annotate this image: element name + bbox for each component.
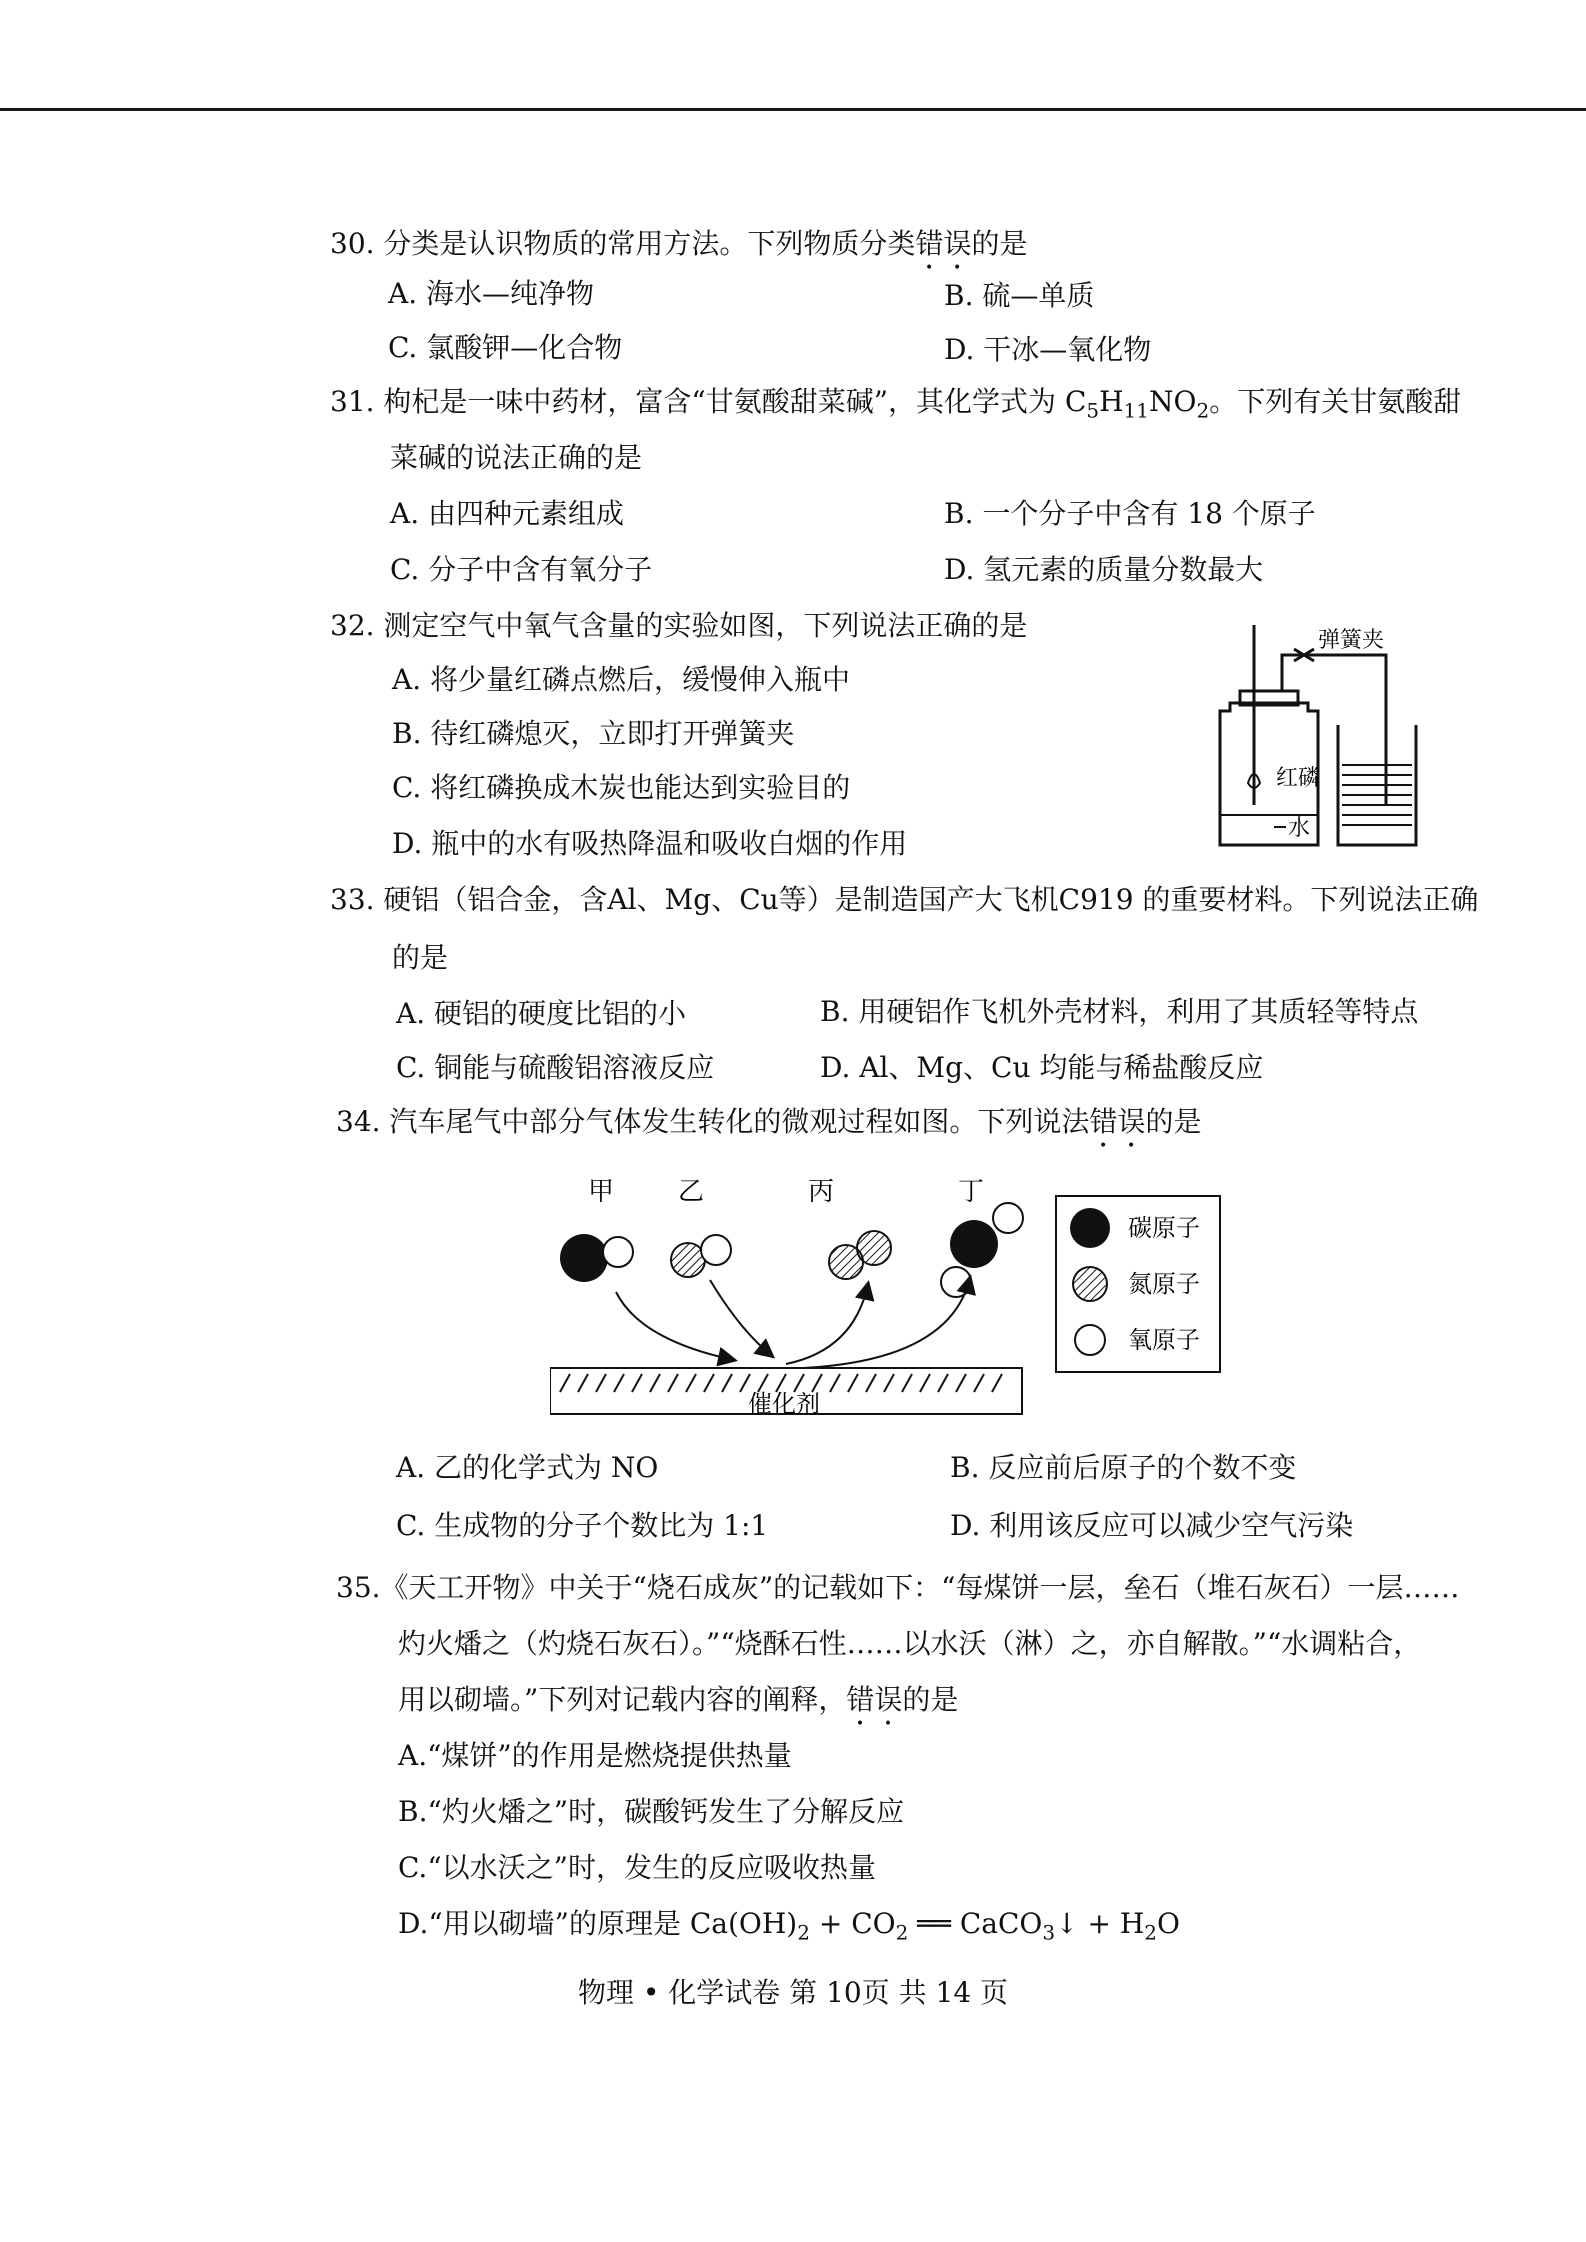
- question-31-stem-line2: 菜碱的说法正确的是: [390, 441, 643, 474]
- question-33-stem-line2: 的是: [392, 941, 449, 974]
- question-32-option-d: D. 瓶中的水有吸热降温和吸收白烟的作用: [392, 827, 908, 860]
- question-35-option-a: A.“煤饼”的作用是燃烧提供热量: [398, 1739, 792, 1772]
- page-footer: 物理 • 化学试卷 第 10页 共 14 页: [577, 1976, 1009, 2009]
- question-33-option-c: C. 铜能与硫酸铝溶液反应: [396, 1051, 715, 1084]
- question-30-stem: 30. 分类是认识物质的常用方法。下列物质分类错误的是: [330, 227, 1028, 260]
- molecule-yi: [671, 1235, 731, 1277]
- beaker-water: [1342, 765, 1412, 825]
- question-30-option-b: B. 硫—单质: [944, 279, 1095, 312]
- emphasis-wrong: 错误: [846, 1683, 903, 1716]
- question-33-option-a: A. 硬铝的硬度比铝的小: [396, 997, 687, 1030]
- label-water: 水: [1288, 816, 1311, 841]
- question-31-option-d: D. 氢元素的质量分数最大: [944, 553, 1264, 586]
- question-33-option-d: D. Al、Mg、Cu 均能与稀盐酸反应: [820, 1051, 1264, 1084]
- molecule-ding: [941, 1203, 1023, 1297]
- label-red-phosphorus: 红磷: [1276, 766, 1321, 791]
- question-34-option-a: A. 乙的化学式为 NO: [396, 1451, 659, 1484]
- molecule-bing: [829, 1231, 891, 1279]
- question-31-option-b: B. 一个分子中含有 18 个原子: [944, 497, 1316, 530]
- question-32-option-c: C. 将红磷换成木炭也能达到实验目的: [392, 771, 851, 804]
- arrow-catalyst-to-bing: [786, 1284, 868, 1364]
- question-35-stem-line1: 35.《天工开物》中关于“烧石成灰”的记载如下：“每煤饼一层，垒石（堆石灰石）一层……: [336, 1571, 1460, 1604]
- question-31-option-c: C. 分子中含有氧分子: [390, 553, 653, 586]
- catalytic-conversion-figure: [550, 1170, 1230, 1420]
- question-30-option-a: A. 海水—纯净物: [388, 277, 595, 310]
- question-35-option-c: C.“以水沃之”时，发生的反应吸收热量: [398, 1851, 876, 1884]
- question-35-stem-line2: 灼火燔之（灼烧石灰石）。”“烧酥石性……以水沃（淋）之，亦自解散。”“水调粘合，: [398, 1627, 1422, 1660]
- question-34-stem: 34. 汽车尾气中部分气体发生转化的微观过程如图。下列说法错误的是: [336, 1105, 1202, 1138]
- emphasis-wrong: 错误: [915, 227, 972, 260]
- question-35-option-d: D.“用以砌墙”的原理是 $Ca(OH)_2 + CO_2$ ══ CaCO$_3$↓ + $H_2O$: [398, 1907, 1180, 1945]
- question-30-option-c: C. 氯酸钾—化合物: [388, 331, 623, 364]
- question-32-option-a: A. 将少量红磷点燃后，缓慢伸入瓶中: [392, 663, 851, 696]
- legend-carbon-swatch: [1070, 1208, 1110, 1248]
- arrow-yi-to-catalyst: [710, 1280, 772, 1356]
- molecule-jia: [560, 1234, 633, 1282]
- label-bing: 丙: [808, 1177, 835, 1207]
- legend-oxygen-label: 氧原子: [1128, 1326, 1200, 1354]
- question-35-stem-line3: 用以砌墙。”下列对记载内容的阐释，错误的是: [398, 1683, 959, 1716]
- legend-oxygen-swatch: [1075, 1325, 1105, 1355]
- question-33-stem-line1: 33. 硬铝（铝合金，含Al、Mg、Cu等）是制造国产大飞机C919 的重要材料。下列说法正确: [330, 883, 1479, 916]
- question-32-stem: 32. 测定空气中氧气含量的实验如图，下列说法正确的是: [330, 609, 1028, 642]
- legend-nitrogen-swatch: [1073, 1267, 1107, 1301]
- label-jia: 甲: [588, 1177, 615, 1207]
- question-30-option-d: D. 干冰—氧化物: [944, 333, 1152, 366]
- label-ding: 丁: [958, 1177, 985, 1207]
- oxygen-measurement-apparatus-figure: [1190, 615, 1430, 855]
- label-catalyst: 催化剂: [748, 1390, 820, 1418]
- question-34-option-d: D. 利用该反应可以减少空气污染: [950, 1509, 1354, 1542]
- arrow-jia-to-catalyst: [616, 1292, 734, 1360]
- question-33-option-b: B. 用硬铝作飞机外壳材料，利用了其质轻等特点: [820, 995, 1419, 1028]
- label-spring-clip: 弹簧夹: [1318, 628, 1385, 653]
- label-yi: 乙: [678, 1177, 705, 1207]
- question-31-option-a: A. 由四种元素组成: [390, 497, 625, 530]
- question-32-option-b: B. 待红磷熄灭，立即打开弹簧夹: [392, 717, 795, 750]
- header-rule: [0, 108, 1586, 111]
- question-34-option-b: B. 反应前后原子的个数不变: [950, 1451, 1297, 1484]
- question-35-option-b: B.“灼火燔之”时，碳酸钙发生了分解反应: [398, 1795, 905, 1828]
- legend-carbon-label: 碳原子: [1128, 1214, 1200, 1242]
- question-34-option-c: C. 生成物的分子个数比为 1:1: [396, 1509, 769, 1542]
- question-31-stem-line1: 31. 枸杞是一味中药材，富含“甘氨酸甜菜碱”，其化学式为 $C_5H_{11}NO_2$。下列有关甘氨酸甜: [330, 385, 1462, 423]
- legend-nitrogen-label: 氮原子: [1128, 1270, 1200, 1298]
- emphasis-wrong: 错误: [1089, 1105, 1146, 1138]
